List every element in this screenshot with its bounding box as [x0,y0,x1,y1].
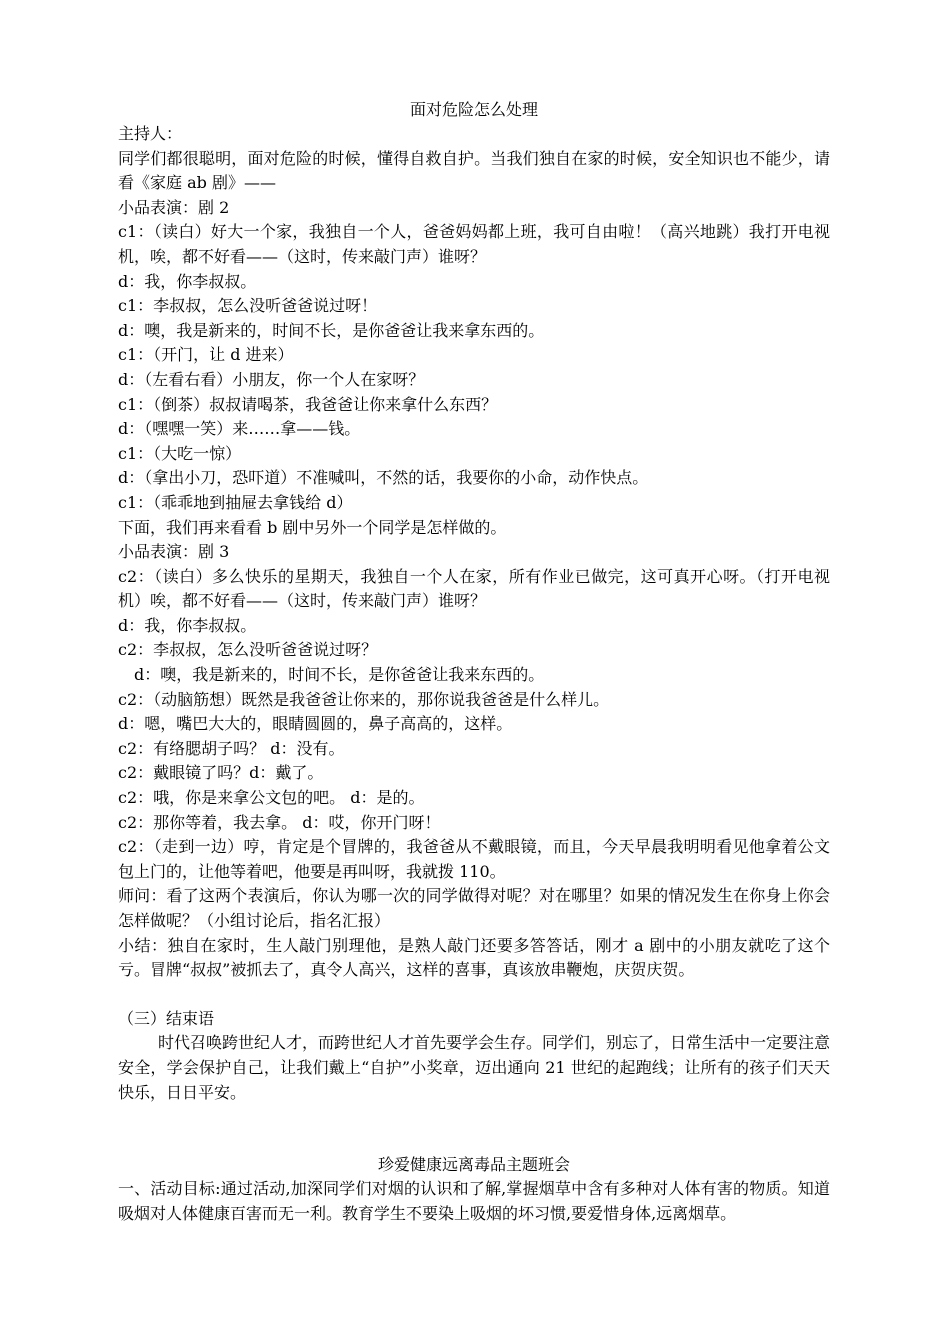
paragraph-teacher-question: 师问：看了这两个表演后，你认为哪一次的同学做得对呢？对在哪里？如果的情况发生在你身上你会怎样做呢？（小组讨论后，指名汇报） [118,886,830,930]
paragraph-d-line: d：（拿出小刀，恐吓道）不准喊叫，不然的话，我要你的小命，动作快点。 [118,468,649,488]
paragraph-c1-line: c1：李叔叔，怎么没听爸爸说过呀！ [118,296,378,316]
paragraph-summary: 小结：独自在家时，生人敲门别理他，是熟人敲门还要多答答话，刚才 a 剧中的小朋友就吃了这个亏。冒牌“叔叔”被抓去了，真令人高兴，这样的喜事，真该放串鞭炮，庆贺庆贺。 [118,935,830,980]
paragraph-c1-line: c1：（倒茶）叔叔请喝茶，我爸爸让你来拿什么东西？ [118,394,498,414]
paragraph-d-line: d：（嘿嘿一笑）来……拿——钱。 [118,419,361,439]
paragraph-c2-line: c2：那你等着，我去拿。 d：哎，你开门呀！ [118,812,441,832]
paragraph-c1-line: c1：（大吃一惊） [118,443,242,463]
spacer [118,983,830,1007]
paragraph-c2-opening: c2：（读白）多么快乐的星期天，我独自一个人在家，所有作业已做完，这可真开心呀。（打开电视机）唉，都不好看——（这时，传来敲门声）谁呀？ [118,566,830,611]
section-title-danger: 面对危险怎么处理 [409,100,538,119]
paragraph-c2-line: c2：李叔叔，怎么没听爸爸说过呀？ [118,640,378,660]
paragraph-skit3-label: 小品表演：剧 3 [118,542,230,562]
paragraph-d-line: d：（左看右看）小朋友，你一个人在家呀？ [118,369,425,389]
paragraph-d-line: d：我，你李叔叔。 [118,615,257,635]
paragraph-c1-line: c1：（乖乖地到抽屉去拿钱给 d） [118,492,353,512]
paragraph-c2-line: c2：（动脑筋想）既然是我爸爸让你来的，那你说我爸爸是什么样儿。 [118,689,610,709]
section-title-drugs: 珍爱健康远离毒品主题班会 [377,1155,570,1175]
paragraph-d-line: d：我，你李叔叔。 [118,271,257,291]
document-page [118,98,830,1226]
paragraph-c2-line: c2：有络腮胡子吗？ d：没有。 [118,738,345,758]
paragraph-d-indented: d：噢，我是新来的，时间不长，是你爸爸让我来东西的。 [134,665,545,685]
spacer [118,1105,830,1153]
paragraph-c1-line: c1：（开门，让 d 进来） [118,345,294,365]
paragraph-c2-line: c2：哦，你是来拿公文包的吧。 d：是的。 [118,788,425,808]
paragraph-intro: 同学们都很聪明，面对危险的时候，懂得自救自护。当我们独自在家的时候，安全知识也不能少，请看《家庭 ab 剧》—— [118,148,830,193]
paragraph-c2-line: c2：戴眼镜了吗？d：戴了。 [118,763,324,783]
paragraph-closing: 时代召唤跨世纪人才，而跨世纪人才首先要学会生存。同学们，别忘了，日常生活中一定要注意安全，学会保护自己，让我们戴上“自护”小奖章，迈出通向 21 世纪的起跑线；让所有的孩子们天天快乐，日日平安。 [118,1033,831,1102]
paragraph-host: 主持人： [118,124,183,143]
paragraph-d-line: d：嗯，嘴巴大大的，眼睛圆圆的，鼻子高高的，这样。 [118,714,513,734]
paragraph-d-line: d：噢，我是新来的，时间不长，是你爸爸让我来拿东西的。 [118,320,545,340]
paragraph-transition: 下面，我们再来看看 b 剧中另外一个同学是怎样做的。 [118,517,507,537]
paragraph-c1-opening: c1：（读白）好大一个家，我独自一个人，爸爸妈妈都上班，我可自由啦！（高兴地跳）我打开电视机，唉，都不好看——（这时，传来敲门声）谁呀？ [118,222,830,266]
paragraph-c2-long: c2：（走到一边）哼，肯定是个冒牌的，我爸爸从不戴眼镜，而且，今天早晨我明明看见他拿着公文包上门的，让他等着吧，他要是再叫呀，我就拨 110。 [118,837,830,881]
paragraph-objectives: 一、活动目标:通过活动,加深同学们对烟的认识和了解,掌握烟草中含有多种对人体有害的物质。知道吸烟对人体健康百害而无一利。教育学生不要染上吸烟的坏习惯,要爱惜身体,远离烟草。 [118,1179,830,1223]
section-heading-closing: （三）结束语 [118,1008,215,1028]
paragraph-skit2-label: 小品表演：剧 2 [118,197,230,217]
